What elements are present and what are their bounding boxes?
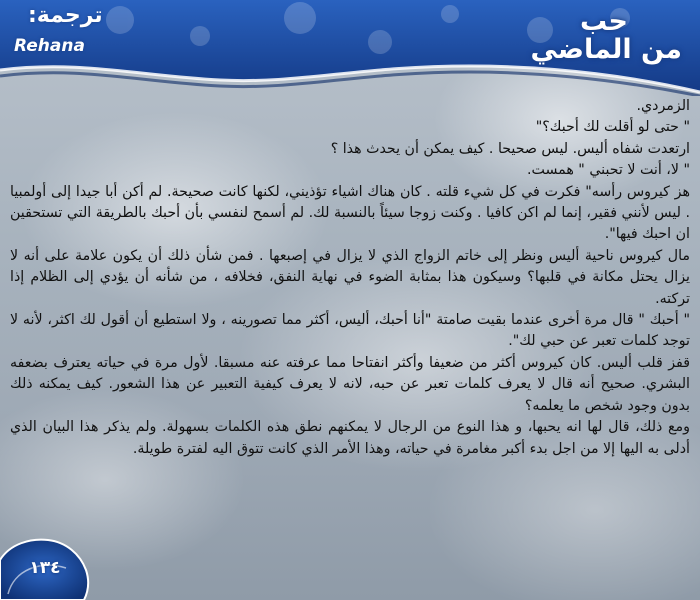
translation-label: ترجمة:: [28, 3, 103, 28]
paragraph: ارتعدت شفاه أليس. ليس صحيحا . كيف يمكن أن يحدث هذا ؟: [330, 140, 690, 157]
paragraph: الزمردي.: [636, 98, 690, 114]
paragraph: " حتى لو أقلت لك أحبك؟": [535, 119, 690, 136]
translator-name: Rehana: [14, 36, 85, 56]
page-number: ١٣٤: [29, 558, 61, 578]
paragraph: " لا، أنت لا تحبني " همست.: [527, 162, 690, 179]
chapter-title-line1: حب: [579, 6, 628, 37]
paragraph: " أحبك " قال مرة أخرى عندما بقيت صامتة "أنا أحبك، أليس، أكثر مما تصورينه ، ولا استطيع أن أقول لك اكثر، لأنه لا توجد كلمات تعبر عن حبي لك".: [10, 312, 690, 350]
paragraph: مال كيروس ناحية أليس ونظر إلى خاتم الزواج الذي لا يزال في إصبعها . فمن شأن ذلك أن يكون علامة على أنه لا يزال يحتل مكانة في قلبها؟ وسيكون هذا بمثابة الضوء في نهاية النفق، فخلافه ، من شأنه أن يؤدي إلى الظلام إذا تركته.: [10, 247, 690, 307]
body-text: [10, 96, 690, 596]
paragraph: هز كيروس رأسه" فكرت في كل شيء قلته . كان هناك اشياء تؤذيني، لكنها كانت صحيحة. لم أكن أبا جيدا إلى أولمبيا . ليس لأنني فقير، إنما لم اكن كافيا . وكنت زوجا سيئاً بالنسبة لك. لم أسمح لنفسي بأن أحبك بالطريقة التي تستحقين ان احبك فيها".: [10, 183, 690, 243]
paragraph: ومع ذلك، قال لها انه يحبها، و هذا النوع من الرجال لا يمكنهم نطق هذه الكلمات بسهولة. ولم يذكر هذا البيان الذي أدلى به اليها إلا من اجل بدء أكبر مغامرة في حياته، وهذا الأمر الذي كانت تتوق اليه لفترة طويلة.: [10, 419, 690, 457]
paragraph: قفز قلب أليس. كان كيروس أكثر من ضعيفا وأكثر انفتاحا مما عرفته عنه مسبقا. لأول مرة في حياته يعترف بضعفه البشري. صحيح أنه قال لا يعرف كلمات تعبر عن حبه، لانه لا يعرف كيفية التعبير عن هذا الشعور. كيف يمكنه ذلك بدون وجود شخص ما يعلمه؟: [10, 354, 690, 414]
chapter-title-line2: من الماضي: [530, 34, 682, 65]
